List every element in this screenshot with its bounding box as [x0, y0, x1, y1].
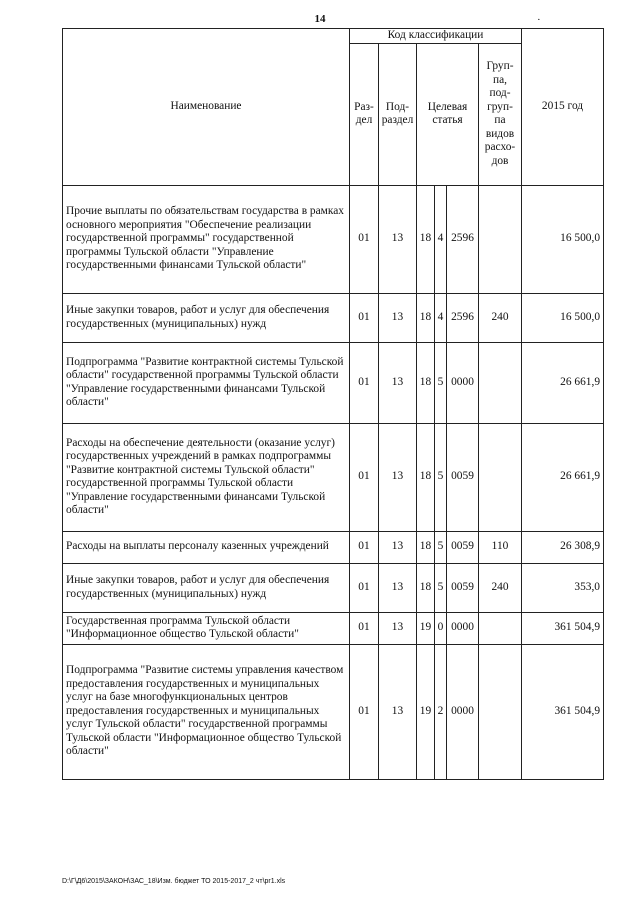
- row-target-direction: 2596: [447, 185, 479, 293]
- row-expense-type: [479, 185, 522, 293]
- row-subsection: 13: [379, 185, 417, 293]
- row-name: Иные закупки товаров, работ и услуг для обеспечения государственных (муниципальных) нужд: [63, 563, 350, 612]
- row-section: 01: [350, 185, 379, 293]
- row-amount: 26 308,9: [522, 531, 604, 563]
- row-subsection: 13: [379, 563, 417, 612]
- row-subsection: 13: [379, 423, 417, 531]
- row-target-subprogram: 0: [435, 612, 447, 644]
- row-target-direction: 2596: [447, 293, 479, 342]
- row-target-subprogram: 5: [435, 563, 447, 612]
- row-target-direction: 0059: [447, 563, 479, 612]
- table-body: [63, 185, 604, 779]
- row-target-program: 18: [417, 293, 435, 342]
- row-expense-type: [479, 612, 522, 644]
- header-target-article: Целевая статья: [417, 43, 479, 185]
- row-name: Прочие выплаты по обязательствам государства в рамках основного мероприятия "Обеспечение реализации государственной программы" государственной программы Тульской области "Управление государственными финансами Тульской области": [63, 185, 350, 293]
- row-subsection: 13: [379, 342, 417, 423]
- row-target-program: 18: [417, 342, 435, 423]
- row-subsection: 13: [379, 612, 417, 644]
- row-amount: 361 504,9: [522, 644, 604, 779]
- row-target-direction: 0000: [447, 644, 479, 779]
- row-target-subprogram: 4: [435, 185, 447, 293]
- row-target-program: 18: [417, 563, 435, 612]
- row-target-program: 19: [417, 644, 435, 779]
- row-amount: 16 500,0: [522, 293, 604, 342]
- row-name: Расходы на обеспечение деятельности (оказание услуг) государственных учреждений в рамках подпрограммы "Развитие контрактной системы Тульской области" государственной программы Тульской области "Управление государственными финансами Тульской области": [63, 423, 350, 531]
- row-amount: 26 661,9: [522, 423, 604, 531]
- row-section: 01: [350, 563, 379, 612]
- row-target-program: 18: [417, 531, 435, 563]
- header-section: Раз- дел: [350, 43, 379, 185]
- budget-table: [62, 28, 604, 780]
- row-target-subprogram: 5: [435, 423, 447, 531]
- row-expense-type: 240: [479, 563, 522, 612]
- header-name: Наименование: [63, 29, 350, 186]
- row-target-direction: 0059: [447, 531, 479, 563]
- row-name: Подпрограмма "Развитие системы управления качеством предоставления государственных и муниципальных услуг на базе многофункциональных центров предоставления государственных и муниципальных услуг Тульской области" государственной программы Тульской области "Информационное общество Тульской области": [63, 644, 350, 779]
- row-target-direction: 0000: [447, 342, 479, 423]
- row-section: 01: [350, 644, 379, 779]
- header-subsection: Под- раздел: [379, 43, 417, 185]
- row-subsection: 13: [379, 531, 417, 563]
- table-row: [63, 342, 604, 423]
- row-name: Подпрограмма "Развитие контрактной системы Тульской области" государственной программы Тульской области "Управление государственными финансами Тульской области": [63, 342, 350, 423]
- table-row: [63, 531, 604, 563]
- row-target-program: 18: [417, 185, 435, 293]
- row-section: 01: [350, 342, 379, 423]
- row-target-program: 19: [417, 612, 435, 644]
- table-row: [63, 423, 604, 531]
- row-amount: 361 504,9: [522, 612, 604, 644]
- row-target-subprogram: 5: [435, 342, 447, 423]
- row-name: Расходы на выплаты персоналу казенных учреждений: [63, 531, 350, 563]
- row-target-direction: 0059: [447, 423, 479, 531]
- table-row: [63, 612, 604, 644]
- row-name: Государственная программа Тульской области "Информационное общество Тульской области": [63, 612, 350, 644]
- row-expense-type: [479, 342, 522, 423]
- row-target-program: 18: [417, 423, 435, 531]
- row-section: 01: [350, 293, 379, 342]
- row-expense-type: 110: [479, 531, 522, 563]
- row-amount: 16 500,0: [522, 185, 604, 293]
- table-row: [63, 644, 604, 779]
- row-expense-type: 240: [479, 293, 522, 342]
- row-target-subprogram: 4: [435, 293, 447, 342]
- table-row: [63, 185, 604, 293]
- row-target-subprogram: 5: [435, 531, 447, 563]
- header-expense-group: Груп- па, под- груп- па видов расхо- дов: [479, 43, 522, 185]
- row-amount: 26 661,9: [522, 342, 604, 423]
- row-expense-type: [479, 644, 522, 779]
- row-target-direction: 0000: [447, 612, 479, 644]
- row-subsection: 13: [379, 644, 417, 779]
- table-row: [63, 563, 604, 612]
- header-year: 2015 год: [522, 29, 604, 186]
- row-section: 01: [350, 531, 379, 563]
- row-section: 01: [350, 423, 379, 531]
- row-expense-type: [479, 423, 522, 531]
- row-amount: 353,0: [522, 563, 604, 612]
- table-row: [63, 293, 604, 342]
- row-subsection: 13: [379, 293, 417, 342]
- header-classification: Код классификации: [350, 29, 522, 44]
- row-name: Иные закупки товаров, работ и услуг для обеспечения государственных (муниципальных) нужд: [63, 293, 350, 342]
- page-number: 14: [314, 13, 326, 25]
- row-target-subprogram: 2: [435, 644, 447, 779]
- row-section: 01: [350, 612, 379, 644]
- file-path-footer: D:\Г\Д6\2015\ЗАКОН\ЗАС_18\Изм. бюджет ТО 2015-2017_2 чт\pr1.xls: [62, 878, 286, 885]
- page-mark: ·: [537, 14, 541, 26]
